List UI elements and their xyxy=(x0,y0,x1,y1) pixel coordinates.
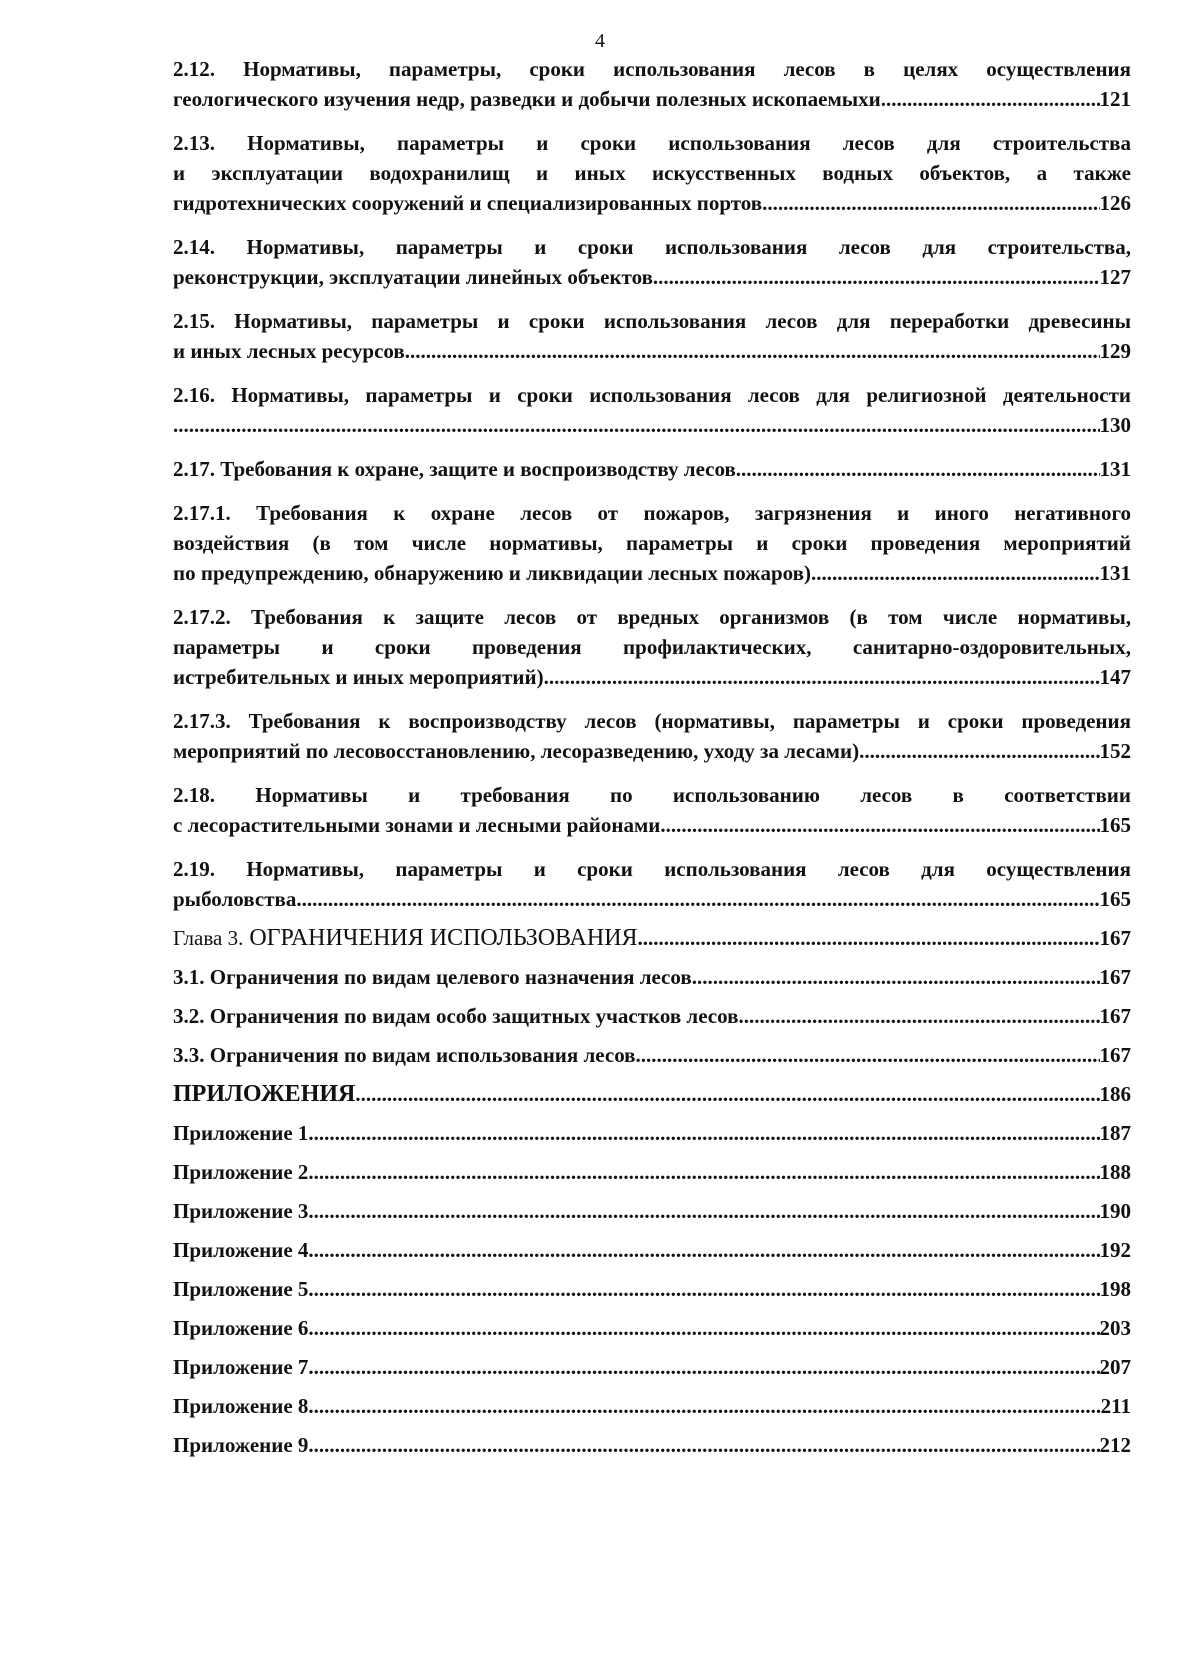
toc-page-number: 127 xyxy=(1099,265,1131,289)
toc-entry-text: 2.17.3. Требования к воспроизводству лесов (нормативы, параметры и сроки проведения xyxy=(173,709,1131,733)
dot-leader xyxy=(692,962,1100,992)
toc-entry-text: ПРИЛОЖЕНИЯ xyxy=(173,1081,356,1107)
dot-leader xyxy=(308,1430,1099,1460)
toc-entry-text: Приложение 3 xyxy=(173,1199,309,1223)
toc-entry-text: мероприятий по лесовосстановлению, лесоразведению, уходу за лесами) xyxy=(173,739,860,763)
toc-entry-text: с лесорастительными зонами и лесными районами xyxy=(173,813,661,837)
dot-leader xyxy=(653,262,1100,292)
toc-entry-2-16[interactable] xyxy=(173,380,1131,440)
toc-page-number: 121 xyxy=(1099,87,1131,111)
dot-leader xyxy=(405,336,1100,366)
dot-leader xyxy=(308,1274,1099,1304)
dot-leader xyxy=(308,1235,1099,1265)
toc-entry-text: Приложение 5 xyxy=(173,1277,309,1301)
toc-page-number: 152 xyxy=(1099,739,1131,763)
toc-entry-2-17-1[interactable] xyxy=(173,498,1131,588)
dot-leader xyxy=(738,1001,1099,1031)
toc-page-number: 167 xyxy=(1099,965,1131,989)
toc-page-number: 192 xyxy=(1099,1238,1131,1262)
toc-entry-2-18[interactable] xyxy=(173,780,1131,840)
dot-leader xyxy=(308,1352,1099,1382)
toc-entry-2-17[interactable] xyxy=(173,454,1131,484)
dot-leader xyxy=(308,1391,1100,1421)
toc-entry-text: Приложение 1 xyxy=(173,1121,309,1145)
table-of-contents xyxy=(173,54,1131,1460)
dot-leader xyxy=(881,84,1100,114)
toc-entry-2-17-3[interactable] xyxy=(173,706,1131,766)
toc-page-number: 165 xyxy=(1099,813,1131,837)
dot-leader xyxy=(660,810,1099,840)
toc-page-number: 186 xyxy=(1099,1082,1131,1106)
toc-page-number: 212 xyxy=(1099,1433,1131,1457)
toc-entry-text: 2.17.1. Требования к охране лесов от пожаров, загрязнения и иного негативного xyxy=(173,501,1131,525)
toc-chapter-prefix: Глава 3. xyxy=(173,926,244,950)
dot-leader xyxy=(811,558,1100,588)
toc-entry-appendix[interactable] xyxy=(173,1391,1131,1421)
toc-entry-text: реконструкции, эксплуатации линейных объектов xyxy=(173,265,653,289)
toc-entry-text: по предупреждению, обнаружению и ликвидации лесных пожаров) xyxy=(173,561,811,585)
toc-entry-3-3[interactable] xyxy=(173,1040,1131,1070)
toc-page-number: 129 xyxy=(1099,339,1131,363)
dot-leader xyxy=(638,923,1100,953)
toc-entry-text: гидротехнических сооружений и специализированных портов xyxy=(173,191,763,215)
toc-entry-text: Приложение 6 xyxy=(173,1316,309,1340)
toc-entry-text: 2.19. Нормативы, параметры и сроки использования лесов для осуществления xyxy=(173,857,1131,881)
toc-entry-text: 2.18. Нормативы и требования по использованию лесов в соответствии xyxy=(173,783,1131,807)
toc-page-number: 130 xyxy=(1099,413,1131,437)
toc-entry-text: параметры и сроки проведения профилактических, санитарно-оздоровительных, xyxy=(173,635,1131,659)
dot-leader xyxy=(636,1040,1100,1070)
dot-leader xyxy=(544,662,1100,692)
toc-entry-chapter-3[interactable] xyxy=(173,923,1131,953)
dot-leader xyxy=(308,1313,1099,1343)
toc-page-number: 190 xyxy=(1099,1199,1131,1223)
toc-entry-text: 3.1. Ограничения по видам целевого назначения лесов xyxy=(173,965,692,989)
toc-entry-appendix[interactable] xyxy=(173,1313,1131,1343)
toc-entry-2-12[interactable] xyxy=(173,54,1131,114)
toc-entry-appendix[interactable] xyxy=(173,1274,1131,1304)
toc-entry-text: геологического изучения недр, разведки и добычи полезных ископаемыхи xyxy=(173,87,881,111)
toc-entry-2-13[interactable] xyxy=(173,128,1131,218)
toc-page-number: 131 xyxy=(1099,457,1131,481)
toc-page-number: 188 xyxy=(1099,1160,1131,1184)
toc-entry-text: 2.15. Нормативы, параметры и сроки использования лесов для переработки древесины xyxy=(173,309,1131,333)
toc-entry-text: и иных лесных ресурсов xyxy=(173,339,405,363)
toc-entry-text: 2.13. Нормативы, параметры и сроки использования лесов для строительства xyxy=(173,131,1131,155)
toc-page-number: 165 xyxy=(1099,887,1131,911)
toc-entry-appendix[interactable] xyxy=(173,1235,1131,1265)
toc-entry-text: истребительных и иных мероприятий) xyxy=(173,665,544,689)
appendix-list xyxy=(173,1109,1131,1460)
dot-leader xyxy=(308,1118,1099,1148)
toc-entry-appendices[interactable] xyxy=(173,1079,1131,1109)
toc-entry-2-19[interactable] xyxy=(173,854,1131,914)
toc-entry-2-14[interactable] xyxy=(173,232,1131,292)
toc-entry-2-17-2[interactable] xyxy=(173,602,1131,692)
toc-entry-text: воздействия (в том числе нормативы, параметры и сроки проведения мероприятий xyxy=(173,531,1131,555)
toc-entry-text: Приложение 2 xyxy=(173,1160,309,1184)
toc-entry-text: Приложение 7 xyxy=(173,1355,309,1379)
toc-entry-text: Приложение 9 xyxy=(173,1433,309,1457)
dot-leader xyxy=(355,1079,1099,1109)
toc-entry-text: рыболовства xyxy=(173,887,297,911)
toc-entry-appendix[interactable] xyxy=(173,1118,1131,1148)
dot-leader xyxy=(173,410,1100,440)
toc-entry-appendix[interactable] xyxy=(173,1430,1131,1460)
dot-leader xyxy=(762,188,1099,218)
toc-entry-appendix[interactable] xyxy=(173,1196,1131,1226)
dot-leader xyxy=(859,736,1099,766)
toc-page-number: 167 xyxy=(1099,1043,1131,1067)
toc-page-number: 147 xyxy=(1099,665,1131,689)
toc-page-number: 207 xyxy=(1099,1355,1131,1379)
toc-entry-appendix[interactable] xyxy=(173,1352,1131,1382)
page-number: 4 xyxy=(595,30,605,52)
toc-entry-appendix[interactable] xyxy=(173,1157,1131,1187)
toc-entry-text: 2.12. Нормативы, параметры, сроки использования лесов в целях осуществления xyxy=(173,57,1131,81)
toc-entry-text: 2.17. Требования к охране, защите и воспроизводству лесов xyxy=(173,457,736,481)
toc-page-number: 126 xyxy=(1099,191,1131,215)
dot-leader xyxy=(296,884,1099,914)
toc-entry-3-1[interactable] xyxy=(173,962,1131,992)
toc-entry-text: 2.16. Нормативы, параметры и сроки использования лесов для религиозной деятельности xyxy=(173,383,1131,407)
toc-page-number: 198 xyxy=(1099,1277,1131,1301)
toc-entry-text: Приложение 8 xyxy=(173,1394,309,1418)
toc-entry-text: 3.2. Ограничения по видам особо защитных участков лесов xyxy=(173,1004,739,1028)
toc-entry-text: 3.3. Ограничения по видам использования лесов xyxy=(173,1043,636,1067)
toc-entry-3-2[interactable] xyxy=(173,1001,1131,1031)
toc-entry-text: 2.17.2. Требования к защите лесов от вредных организмов (в том числе нормативы, xyxy=(173,605,1131,629)
dot-leader xyxy=(308,1157,1099,1187)
toc-page-number: 131 xyxy=(1099,561,1131,585)
toc-page-number: 167 xyxy=(1099,926,1131,950)
toc-entry-text: Приложение 4 xyxy=(173,1238,309,1262)
toc-page-number: 187 xyxy=(1099,1121,1131,1145)
toc-entry-text: 2.14. Нормативы, параметры и сроки использования лесов для строительства, xyxy=(173,235,1131,259)
toc-entry-text: ОГРАНИЧЕНИЯ ИСПОЛЬЗОВАНИЯ xyxy=(249,925,638,951)
dot-leader xyxy=(736,454,1100,484)
toc-entry-text: и эксплуатации водохранилищ и иных искусственных водных объектов, а также xyxy=(173,161,1131,185)
toc-page-number: 167 xyxy=(1099,1004,1131,1028)
dot-leader xyxy=(308,1196,1099,1226)
toc-page-number: 203 xyxy=(1099,1316,1131,1340)
toc-entry-2-15[interactable] xyxy=(173,306,1131,366)
toc-page-number: 211 xyxy=(1100,1394,1131,1418)
